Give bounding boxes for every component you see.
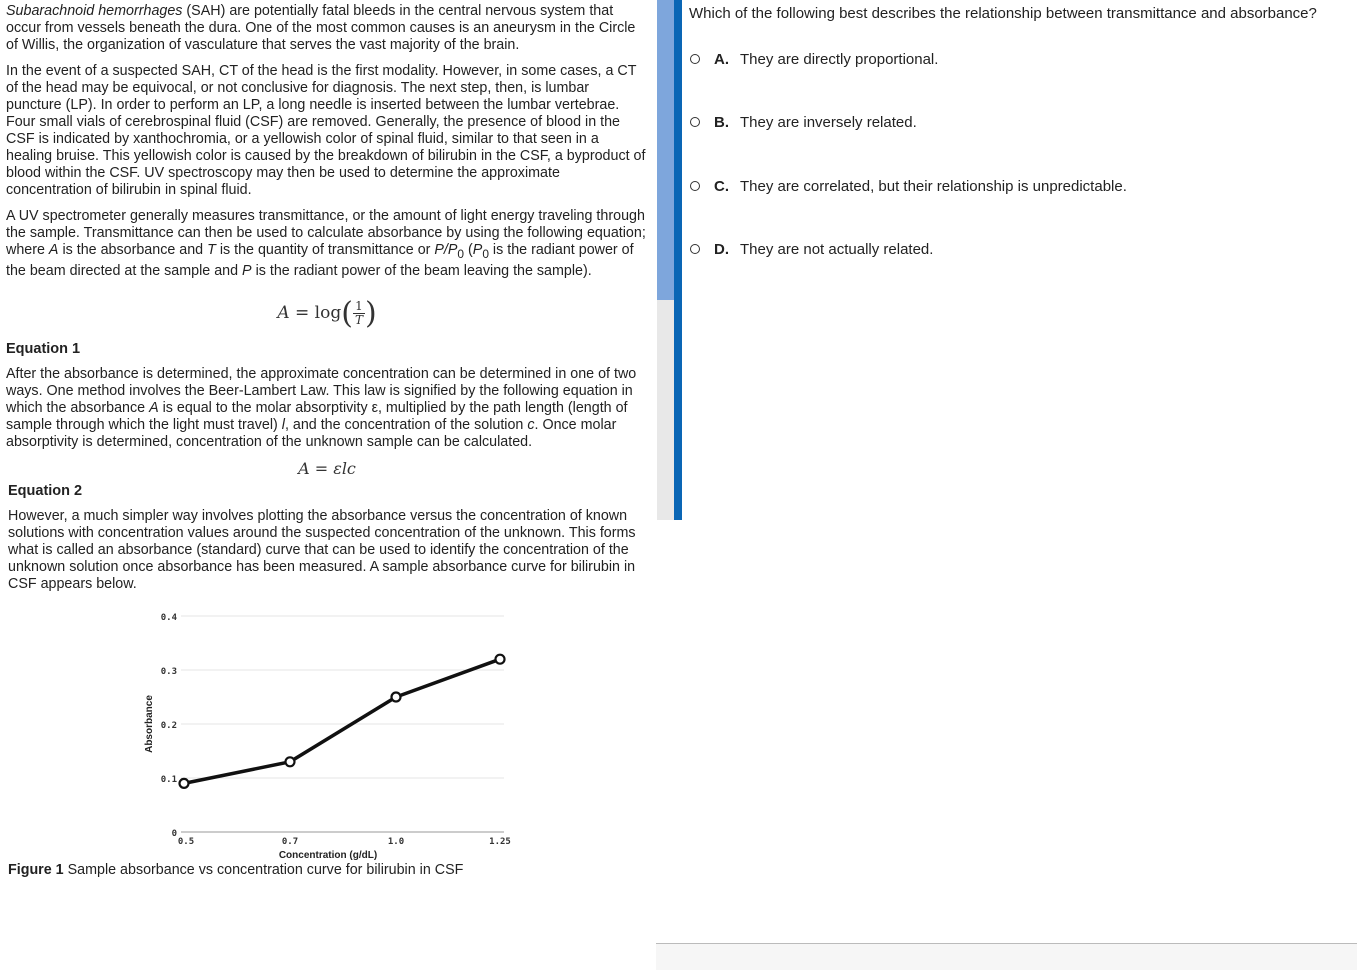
y-tick-label: 0.1: [160, 774, 177, 785]
eq1-denominator: T: [354, 312, 363, 327]
var-T: T: [207, 242, 216, 258]
figure-1-chart: [6, 602, 526, 862]
y-axis-title: Absorbance: [144, 694, 155, 753]
text: is the radiant power of the beam leaving the sample).: [251, 262, 592, 279]
passage-scrollbar[interactable]: [657, 0, 674, 520]
figure-caption-text: Sample absorbance vs concentration curve for bilirubin in CSF: [63, 861, 464, 878]
eq1-log: = log: [289, 302, 342, 323]
data-point: [286, 757, 295, 766]
text: After the absorbance is determined, the approximate concentration can be determined in one of two ways. One method involves the Beer-Lambert Law. This law is signified by the following equation in which the absorbance: [6, 365, 637, 416]
term-sah: Subarachnoid hemorrhages: [6, 3, 183, 19]
text: A UV spectrometer generally measures transmittance, or the amount of light energy traveling through the sample. Transmittance can then be used to calculate absorbance by using the following equation; where: [6, 208, 646, 258]
y-tick-label: 0.2: [160, 720, 177, 731]
passage-paragraph-4: [6, 366, 648, 451]
equation-2: A = εlc: [298, 458, 356, 478]
option-text: They are correlated, but their relationship is unpredictable.: [740, 177, 1127, 195]
passage-scrollbar-thumb[interactable]: [657, 0, 674, 300]
equation-1-label: Equation 1: [6, 340, 81, 357]
radio-button-d[interactable]: [690, 244, 700, 254]
passage-paragraph-3: [6, 208, 648, 280]
passage-panel: [0, 0, 656, 970]
x-tick-label: 0.5: [177, 836, 195, 847]
text: is the absorbance and: [58, 242, 208, 258]
bottom-bar: [656, 944, 1357, 970]
answer-option-d[interactable]: [690, 238, 933, 260]
figure-1-caption: [8, 862, 648, 879]
data-point: [496, 655, 505, 664]
option-text: They are not actually related.: [740, 240, 934, 258]
eq1-lhs: A: [277, 302, 290, 323]
absorbance-chart-svg: [6, 602, 526, 864]
data-point: [180, 779, 189, 788]
data-point: [392, 692, 401, 701]
var-A: A: [149, 399, 159, 416]
option-text: They are inversely related.: [740, 113, 917, 131]
var-P-P0: P/P: [434, 242, 458, 258]
option-letter: A.: [714, 50, 729, 68]
option-letter: C.: [714, 177, 729, 195]
var-P: P: [242, 262, 252, 279]
text: (SAH) are potentially fatal bleeds in the central nervous system that occur from vessels beneath the dura. One of the most common causes is an aneurysm in the Circle of Willis, the organization of vasculature that serves the vast majority of the brain.: [6, 3, 636, 53]
text: , and the concentration of the solution: [284, 416, 528, 433]
var-A: A: [48, 242, 59, 258]
equation-2-label: Equation 2: [8, 482, 83, 499]
radio-button-b[interactable]: [690, 117, 700, 127]
radio-button-a[interactable]: [690, 54, 700, 64]
answer-option-a[interactable]: [690, 48, 938, 70]
series-line: [184, 659, 500, 783]
answer-option-c[interactable]: [690, 175, 1127, 197]
text: (: [464, 242, 473, 258]
var-P0: P: [472, 242, 483, 258]
var-l: l: [281, 416, 285, 433]
question-stem: Which of the following best describes the relationship between transmittance and absorbance?: [689, 5, 1317, 22]
eq1-numerator: 1: [353, 300, 365, 314]
option-letter: B.: [714, 113, 729, 131]
option-letter: D.: [714, 240, 729, 258]
x-axis-title: Concentration (g/dL): [278, 849, 378, 861]
paren-open: (: [341, 295, 353, 331]
eq1-fraction: [353, 300, 365, 327]
x-tick-label: 1.25: [489, 836, 511, 847]
passage-paragraph-5: However, a much simpler way involves plotting the absorbance versus the concentration of known solutions with concentration values around the suspected concentration of the unknown. This forms what is called an absorbance (standard) curve that can be used to identify the concentration of the unknown solution once absorbance has been measured. A sample absorbance curve for bilirubin in CSF appears below.: [8, 507, 636, 592]
var-c: c: [527, 416, 535, 433]
y-tick-label: 0: [171, 828, 177, 839]
passage-paragraph-2: In the event of a suspected SAH, CT of the head is the first modality. However, in some cases, a CT of the head may be equivocal, or not conclusive for diagnosis. The next step, then, is lumbar puncture (LP). In order to perform an LP, a long needle is inserted between the lumbar vertebrae. Four small vials of cerebrospinal fluid (CSF) are removed. Generally, the presence of blood in the CSF is indicated by xanthochromia, or a yellowish color of spinal fluid, similar to that seen in a healing bruise. This yellowish color is caused by the breakdown of bilirubin in the CSF, a byproduct of blood within the CSF. UV spectroscopy may then be used to determine the approximate concentration of bilirubin in spinal fluid.: [6, 63, 646, 198]
pane-divider[interactable]: [674, 0, 682, 520]
answer-option-b[interactable]: [690, 111, 917, 133]
y-tick-label: 0.3: [160, 666, 177, 677]
y-tick-label: 0.4: [160, 612, 177, 623]
question-panel: [689, 0, 1357, 940]
x-tick-label: 0.7: [281, 836, 299, 847]
text: is the radiant power of the beam directed at the sample and: [6, 242, 634, 279]
subscript: 0: [457, 246, 465, 261]
paren-close: ): [364, 295, 377, 331]
radio-button-c[interactable]: [690, 181, 700, 191]
equation-1: [6, 295, 648, 331]
text: is the quantity of transmittance or: [215, 242, 435, 258]
subscript: 0: [482, 246, 489, 261]
text: . Once molar absorptivity is determined, concentration of the unknown sample can be calculated.: [6, 416, 617, 450]
option-text: They are directly proportional.: [740, 50, 939, 68]
passage-paragraph-1: [6, 3, 648, 54]
x-tick-label: 1.0: [387, 836, 405, 847]
text: is equal to the molar absorptivity ε, multiplied by the path length (length of sample through which the light must travel): [6, 399, 628, 433]
figure-label: Figure 1: [8, 861, 64, 878]
